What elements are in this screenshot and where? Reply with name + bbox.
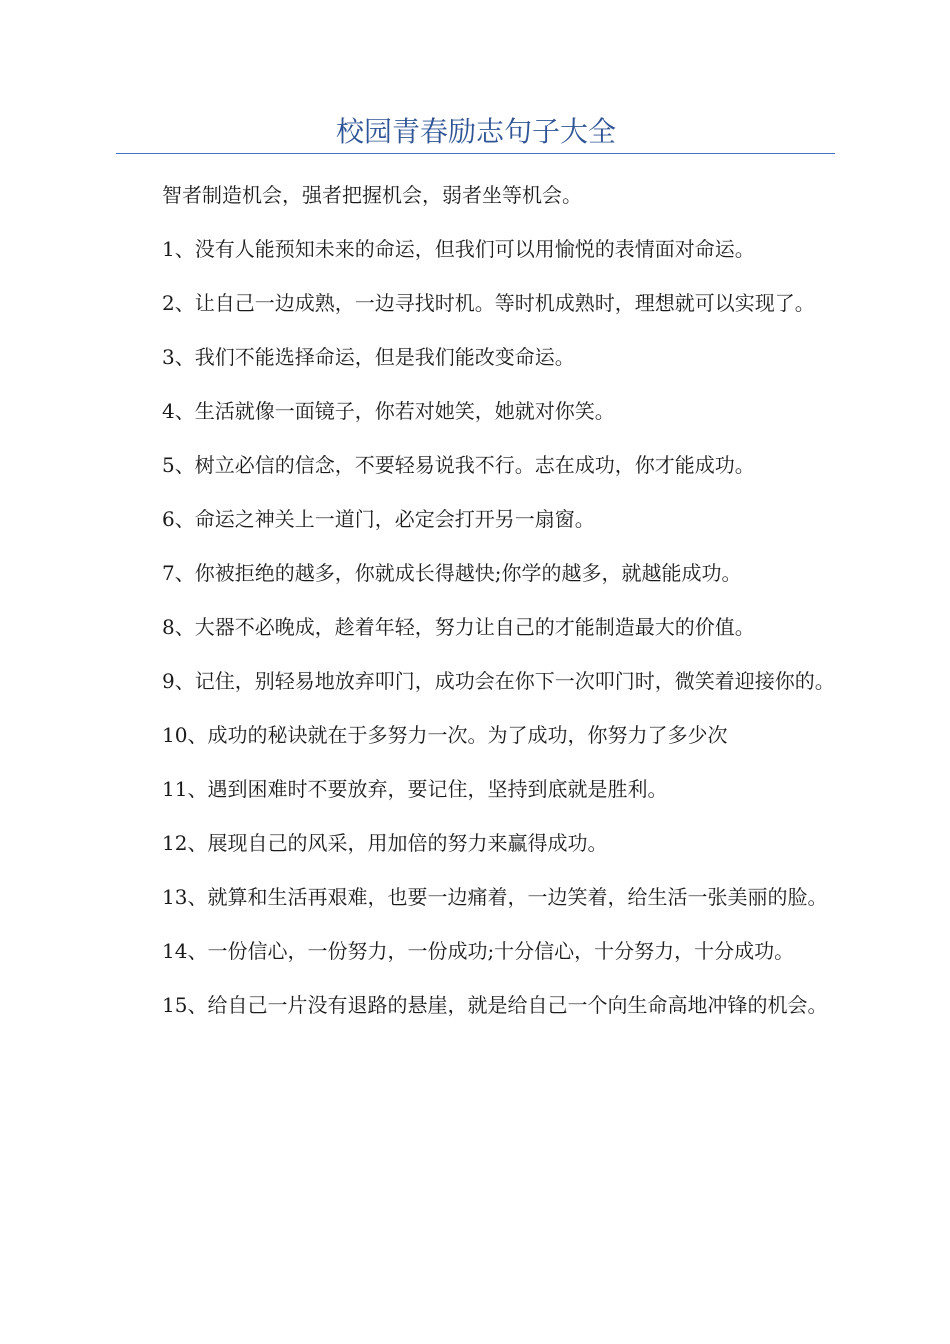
paragraph-item-6: 6、命运之神关上一道门，必定会打开另一扇窗。	[162, 507, 595, 531]
document-body	[116, 176, 838, 1040]
paragraph-item-3: 3、我们不能选择命运，但是我们能改变命运。	[162, 345, 575, 369]
paragraph-intro: 智者制造机会，强者把握机会，弱者坐等机会。	[162, 183, 582, 207]
paragraph-item-12: 12、展现自己的风采，用加倍的努力来赢得成功。	[162, 831, 608, 855]
paragraph-item-2: 2、让自己一边成熟，一边寻找时机。等时机成熟时，理想就可以实现了。	[162, 291, 815, 315]
paragraph-item-15: 15、给自己一片没有退路的悬崖，就是给自己一个向生命高地冲锋的机会。	[162, 993, 828, 1017]
paragraph-item-10: 10、成功的秘诀就在于多努力一次。为了成功，你努力了多少次	[162, 723, 728, 747]
paragraph-item-13: 13、就算和生活再艰难，也要一边痛着，一边笑着，给生活一张美丽的脸。	[162, 885, 828, 909]
document-title: 校园青春励志句子大全	[335, 115, 616, 148]
title-underline-rule	[116, 153, 835, 154]
paragraph-item-14: 14、一份信心，一份努力，一份成功;十分信心，十分努力，十分成功。	[162, 939, 795, 963]
paragraph-item-7: 7、你被拒绝的越多，你就成长得越快;你学的越多，就越能成功。	[162, 561, 742, 585]
paragraph-item-11: 11、遇到困难时不要放弃，要记住，坚持到底就是胜利。	[162, 777, 668, 801]
paragraph-item-9: 9、记住，别轻易地放弃叩门，成功会在你下一次叩门时，微笑着迎接你的。	[162, 669, 835, 693]
paragraph-item-8: 8、大器不必晚成，趁着年轻，努力让自己的才能制造最大的价值。	[162, 615, 755, 639]
paragraph-item-5: 5、树立必信的信念，不要轻易说我不行。志在成功，你才能成功。	[162, 453, 755, 477]
paragraph-item-4: 4、生活就像一面镜子，你若对她笑，她就对你笑。	[162, 399, 615, 423]
paragraph-item-1: 1、没有人能预知未来的命运，但我们可以用愉悦的表情面对命运。	[162, 237, 755, 261]
